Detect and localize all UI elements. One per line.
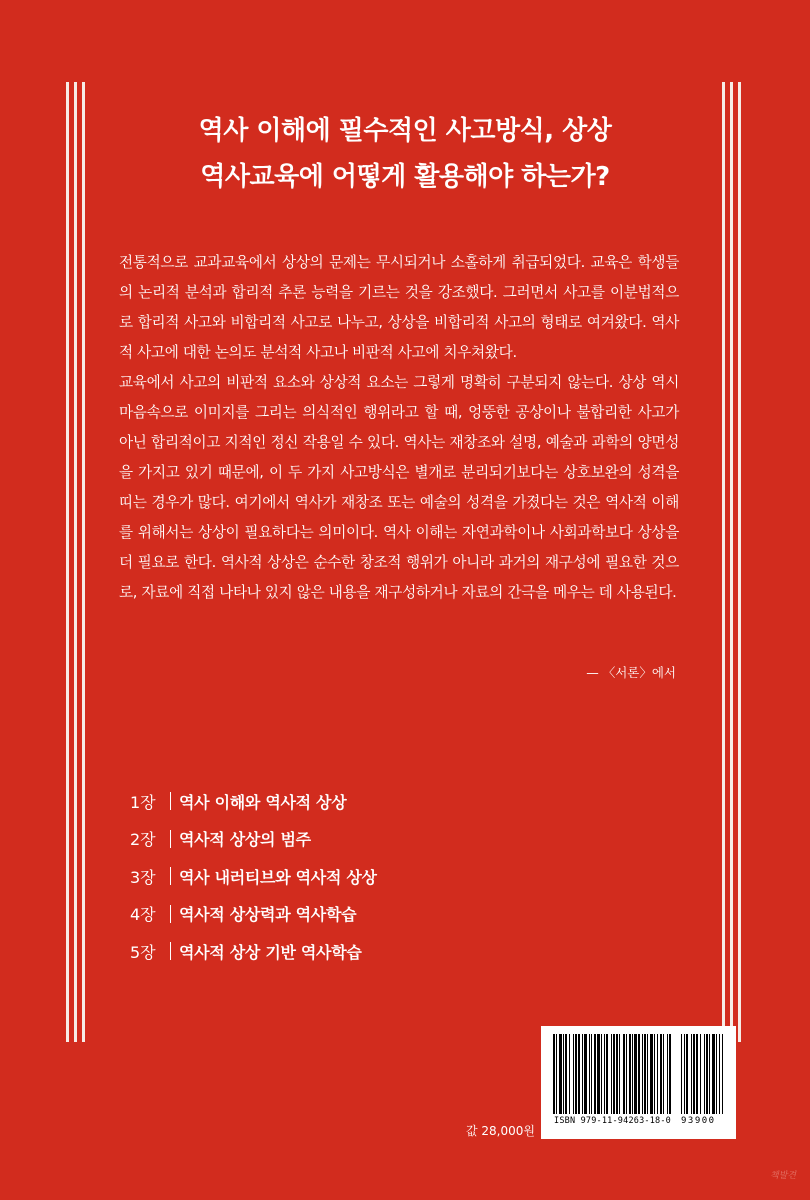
barcode-bar [582,1034,583,1114]
chapter-number: 4장 [130,905,156,924]
barcode-bar [591,1034,592,1114]
barcode-bar [578,1034,580,1114]
barcode-bar [693,1034,695,1114]
barcode-bar [660,1034,662,1114]
barcode-bar [696,1034,698,1114]
headline-line-2: 역사교육에 어떻게 활용해야 하는가? [200,162,610,192]
barcode-bar [722,1034,723,1114]
chapter-item [130,787,377,815]
barcode-bar [601,1034,602,1114]
barcode-bar [604,1034,605,1114]
chapter-item [130,900,377,928]
chapter-title: 역사 내러티브와 역사적 상상 [179,867,377,887]
headline [0,108,810,200]
chapter-number: 5장 [130,942,156,962]
chapter-title: 역사 이해와 역사적 상상 [179,792,347,812]
barcode-bar [575,1034,577,1114]
barcode-bar [684,1034,685,1114]
barcode-bar [553,1034,555,1114]
chapter-title: 역사적 상상력과 역사학습 [179,905,357,924]
chapter-divider [170,942,171,960]
barcode-bar [667,1034,668,1114]
barcode-bar [594,1034,596,1114]
stripe [730,82,733,1042]
barcode-bar [686,1034,688,1114]
barcode-bar [632,1034,633,1114]
barcode-bar [700,1034,701,1114]
left-decorative-stripes [66,82,86,1042]
barcode-bar [611,1034,612,1114]
chapter-number: 2장 [130,830,156,849]
barcode-bar [654,1034,655,1114]
chapter-title: 역사적 상상의 범주 [179,830,311,849]
barcode-bar [657,1034,658,1114]
barcode-bar [629,1034,631,1114]
barcode-bar [559,1034,562,1114]
isbn-number: ISBN 979-11-94263-18-0 [554,1116,671,1126]
stripe [82,82,85,1042]
excerpt-attribution: — 〈서론〉에서 [586,665,676,680]
barcode-bar [584,1034,587,1114]
chapter-divider [170,905,171,923]
barcode-bar [663,1034,664,1114]
excerpt-body [119,248,679,608]
headline-line-1: 역사 이해에 필수적인 사고방식, 상상 [198,116,612,146]
chapter-divider [170,830,171,848]
barcode-bar [719,1034,720,1114]
barcode-bar [613,1034,615,1114]
barcode-bar [556,1034,557,1114]
stripe [66,82,69,1042]
right-decorative-stripes [722,82,742,1042]
barcode-bar [606,1034,608,1114]
barcode-bar [709,1034,710,1114]
barcode-bar [669,1034,671,1114]
chapter-number: 1장 [130,792,156,812]
barcode-bar [597,1034,600,1114]
barcode-bar [573,1034,574,1114]
barcode-bar [638,1034,640,1114]
chapter-number: 3장 [130,867,156,887]
barcode-bar [691,1034,692,1114]
barcode-bar [619,1034,620,1114]
chapter-item [130,862,377,890]
chapter-title: 역사적 상상 기반 역사학습 [179,942,362,962]
chapter-list [130,787,377,975]
chapter-item [130,825,377,853]
barcode-bar [565,1034,567,1114]
stripe [738,82,741,1042]
chapter-item [130,937,377,965]
barcode [541,1026,736,1139]
excerpt-paragraph-2: 교육에서 사고의 비판적 요소와 상상적 요소는 그렇게 명확히 구분되지 않는다. 상상 역시 마음속으로 이미지를 그리는 의식적인 행위라고 할 때, 엉뚱한 공상이나 불합리한 사고가 아닌 합리적이고 지적인 정신 작용일 수 있다. 역사는 재창조와 설명, 예술과 과학의 양면성을 가지고 있기 때문에, 이 두 가지 사고방식은 별개로 분리되기보다는 상호보완의 성격을 띠는 경우가 많다. 여기에서 역사가 재창조 또는 예술의 성격을 가졌다는 것은 역사적 이해를 위해서는 상상이 필요하다는 의미이다. 역사 이해는 자연과학이나 사회과학보다 상상을 더 필요로 한다. 역사적 상상은 순수한 창조적 행위가 아니라 과거의 재구성에 필요한 것으로, 자료에 직접 나타나 있지 않은 내용을 재구성하거나 자료의 간극을 메우는 데 사용된다. [119,374,679,601]
chapter-divider [170,792,171,810]
excerpt-paragraph-1: 전통적으로 교과교육에서 상상의 문제는 무시되거나 소홀하게 취급되었다. 교육은 학생들의 논리적 분석과 합리적 추론 능력을 기르는 것을 강조했다. 그러면서 사고를 이분법적으로 합리적 사고와 비합리적 사고로 나누고, 상상을 비합리적 사고의 형태로 여겨왔다. 역사적 사고에 대한 논의도 분석적 사고나 비판적 사고에 치우쳐왔다. [119,254,679,361]
stripe [74,82,77,1042]
barcode-bar [716,1034,717,1114]
watermark-logo: 책발견 [770,1171,797,1181]
barcode-bar [681,1034,682,1114]
barcode-bar [616,1034,618,1114]
barcode-bar [569,1034,570,1114]
price-label: 값 28,000원 [466,1124,535,1138]
barcode-bar [644,1034,646,1114]
barcode-bar [704,1034,705,1114]
barcode-bar [563,1034,564,1114]
barcode-bar [634,1034,637,1114]
barcode-bar [623,1034,625,1114]
barcode-addon-number: 93900 [681,1116,716,1126]
chapter-divider [170,867,171,885]
barcode-bar [589,1034,590,1114]
barcode-bar [650,1034,653,1114]
barcode-bar [626,1034,627,1114]
barcode-bar [712,1034,715,1114]
barcode-bar [647,1034,648,1114]
barcode-bar [706,1034,708,1114]
barcode-bar [642,1034,643,1114]
stripe [722,82,725,1042]
